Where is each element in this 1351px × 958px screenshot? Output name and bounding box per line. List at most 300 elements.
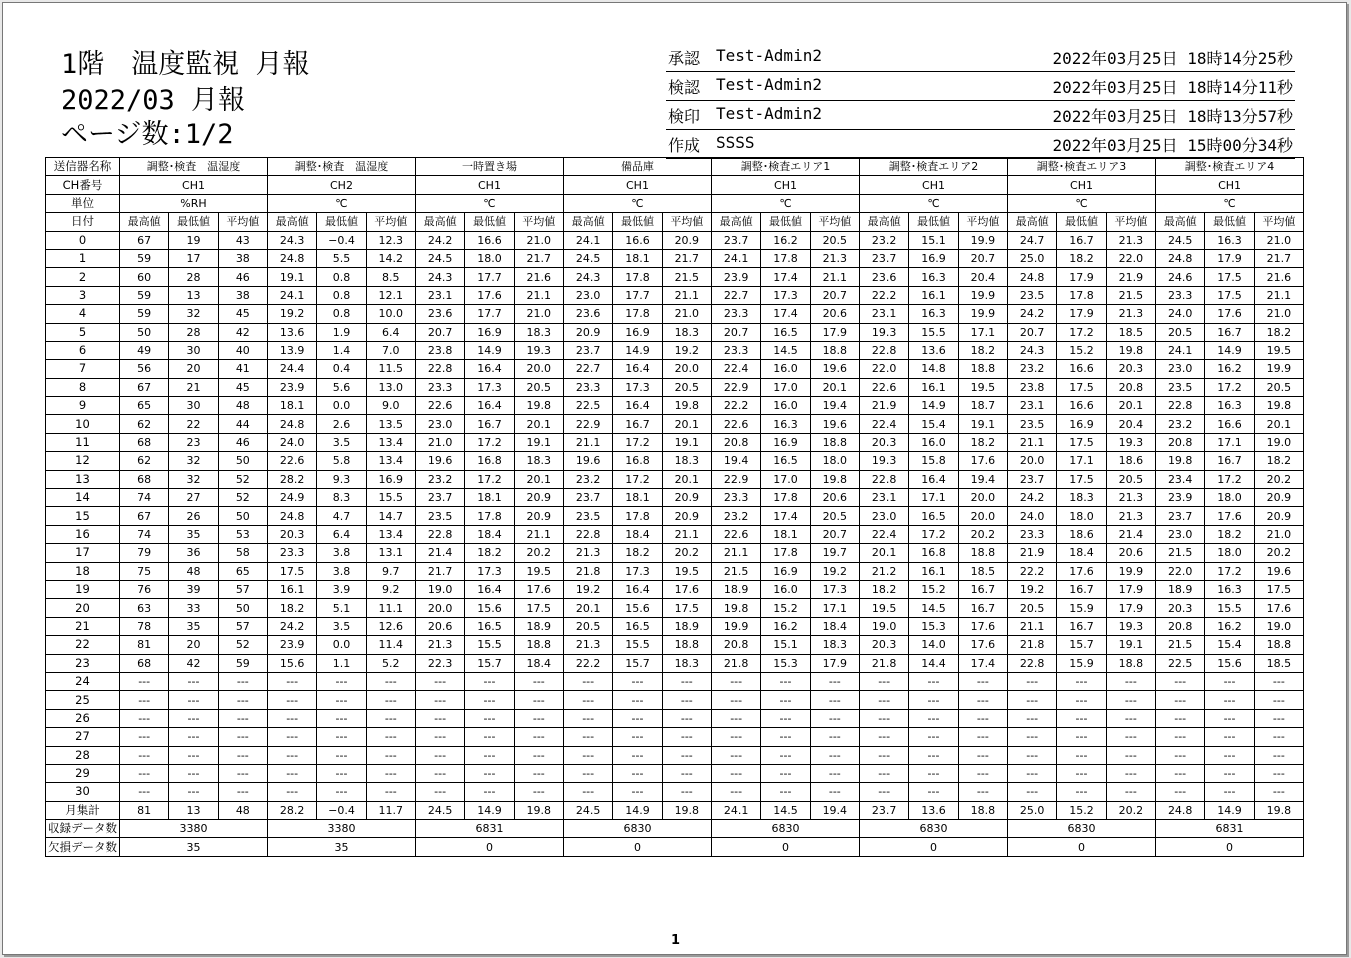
value-cell: 21.3: [1106, 489, 1155, 507]
ch-cell: CH1: [1008, 176, 1156, 194]
value-cell: 19.8: [1156, 452, 1205, 470]
value-cell: 32: [169, 452, 218, 470]
value-cell: 18.4: [1057, 544, 1106, 562]
value-cell: 20.9: [563, 323, 612, 341]
value-cell: 18.2: [267, 599, 316, 617]
value-cell: 19.5: [1254, 341, 1303, 359]
value-cell: 20.2: [514, 544, 563, 562]
value-cell: 20.3: [860, 636, 909, 654]
sender-name-cell: 調整･検査 温湿度: [267, 158, 415, 176]
stat-header-cell: 最高値: [1008, 213, 1057, 231]
value-cell: 23.7: [563, 489, 612, 507]
value-cell: 30: [169, 397, 218, 415]
value-cell: ---: [267, 764, 316, 782]
value-cell: 24.8: [267, 507, 316, 525]
missing-cell: 0: [1008, 838, 1156, 856]
value-cell: ---: [1205, 728, 1254, 746]
value-cell: ---: [613, 728, 662, 746]
approval-role: 検認: [668, 78, 701, 97]
value-cell: 18.0: [465, 249, 514, 267]
row-label: 30: [46, 783, 120, 801]
stat-header-cell: 平均値: [366, 213, 415, 231]
value-cell: 19.3: [860, 323, 909, 341]
value-cell: 14.0: [909, 636, 958, 654]
value-cell: 23.1: [1008, 397, 1057, 415]
value-cell: 28: [169, 323, 218, 341]
value-cell: 13.9: [267, 341, 316, 359]
value-cell: ---: [958, 746, 1007, 764]
value-cell: 17.1: [810, 599, 859, 617]
value-cell: 42: [218, 323, 267, 341]
value-cell: 21.3: [1106, 305, 1155, 323]
value-cell: 14.5: [909, 599, 958, 617]
value-cell: 20.1: [860, 544, 909, 562]
value-cell: 21: [169, 378, 218, 396]
value-cell: 21.9: [860, 397, 909, 415]
stat-header-cell: 最高値: [1156, 213, 1205, 231]
value-cell: ---: [761, 746, 810, 764]
value-cell: 7.0: [366, 341, 415, 359]
value-cell: 19.1: [514, 433, 563, 451]
value-cell: 1.9: [317, 323, 366, 341]
value-cell: 1.4: [317, 341, 366, 359]
value-cell: 14.5: [761, 341, 810, 359]
value-cell: 5.5: [317, 249, 366, 267]
value-cell: ---: [218, 672, 267, 690]
value-cell: ---: [1205, 764, 1254, 782]
value-cell: 19.9: [958, 231, 1007, 249]
value-cell: ---: [1156, 709, 1205, 727]
value-cell: 18.8: [1254, 636, 1303, 654]
value-cell: 21.7: [1254, 249, 1303, 267]
value-cell: 22.6: [860, 378, 909, 396]
value-cell: 16.4: [613, 360, 662, 378]
value-cell: 27: [169, 489, 218, 507]
value-cell: 23.5: [1008, 286, 1057, 304]
value-cell: 16.3: [1205, 397, 1254, 415]
value-cell: 20.3: [267, 525, 316, 543]
value-cell: 1.1: [317, 654, 366, 672]
value-cell: 17.4: [761, 305, 810, 323]
value-cell: ---: [1205, 709, 1254, 727]
value-cell: 22.2: [1008, 562, 1057, 580]
value-cell: 24.4: [267, 360, 316, 378]
value-cell: 24.5: [563, 801, 612, 819]
value-cell: 17.2: [1057, 323, 1106, 341]
value-cell: 20.7: [711, 323, 760, 341]
value-cell: 18.3: [514, 452, 563, 470]
row-label: 19: [46, 580, 120, 598]
value-cell: 16.7: [1057, 580, 1106, 598]
value-cell: ---: [514, 691, 563, 709]
value-cell: 24.1: [711, 249, 760, 267]
value-cell: ---: [1106, 728, 1155, 746]
table-row: [46, 452, 1304, 470]
value-cell: 23.3: [711, 489, 760, 507]
value-cell: 19.2: [662, 341, 711, 359]
value-cell: ---: [860, 691, 909, 709]
value-cell: 16.0: [909, 433, 958, 451]
value-cell: ---: [366, 709, 415, 727]
value-cell: 8.5: [366, 268, 415, 286]
row-label: 27: [46, 728, 120, 746]
value-cell: 23.1: [860, 489, 909, 507]
value-cell: 18.3: [810, 636, 859, 654]
value-cell: 17.3: [810, 580, 859, 598]
value-cell: ---: [1254, 709, 1303, 727]
value-cell: 21.3: [810, 249, 859, 267]
value-cell: 21.5: [1156, 636, 1205, 654]
value-cell: 24.2: [1008, 489, 1057, 507]
approval-timestamp: 2022年03月25日 18時14分25秒: [1052, 49, 1293, 68]
value-cell: 18.5: [1106, 323, 1155, 341]
row-label: 2: [46, 268, 120, 286]
value-cell: 16.6: [1205, 415, 1254, 433]
value-cell: 56: [120, 360, 169, 378]
value-cell: 15.7: [1057, 636, 1106, 654]
row-label: 8: [46, 378, 120, 396]
value-cell: ---: [1057, 783, 1106, 801]
unit-cell: ℃: [711, 194, 859, 212]
value-cell: 18.6: [1057, 525, 1106, 543]
value-cell: 16.7: [1057, 617, 1106, 635]
count-cell: 6830: [563, 820, 711, 838]
value-cell: 63: [120, 599, 169, 617]
value-cell: 18.2: [958, 433, 1007, 451]
value-cell: 59: [120, 305, 169, 323]
value-cell: 20.6: [810, 489, 859, 507]
value-cell: 44: [218, 415, 267, 433]
header-row-ch: [46, 176, 1304, 194]
value-cell: ---: [120, 672, 169, 690]
count-cell: 6830: [1008, 820, 1156, 838]
value-cell: 22.9: [711, 470, 760, 488]
value-cell: ---: [662, 783, 711, 801]
value-cell: 21.0: [514, 231, 563, 249]
value-cell: ---: [909, 672, 958, 690]
value-cell: 20.0: [662, 360, 711, 378]
value-cell: ---: [909, 746, 958, 764]
value-cell: ---: [120, 783, 169, 801]
value-cell: 78: [120, 617, 169, 635]
value-cell: 2.6: [317, 415, 366, 433]
value-cell: 23.7: [711, 231, 760, 249]
value-cell: ---: [218, 783, 267, 801]
value-cell: ---: [218, 746, 267, 764]
value-cell: 14.9: [1205, 801, 1254, 819]
value-cell: 22.0: [1106, 249, 1155, 267]
value-cell: 20.6: [415, 617, 464, 635]
value-cell: 20.2: [1106, 801, 1155, 819]
value-cell: 18.3: [662, 452, 711, 470]
value-cell: ---: [317, 709, 366, 727]
value-cell: ---: [169, 764, 218, 782]
value-cell: 21.8: [711, 654, 760, 672]
value-cell: 24.6: [1156, 268, 1205, 286]
value-cell: 23.9: [711, 268, 760, 286]
value-cell: 15.3: [909, 617, 958, 635]
value-cell: 75: [120, 562, 169, 580]
value-cell: 20.2: [1254, 470, 1303, 488]
value-cell: 5.2: [366, 654, 415, 672]
stat-header-cell: 最高値: [563, 213, 612, 231]
value-cell: 17.4: [761, 507, 810, 525]
stat-header-cell: 最高値: [120, 213, 169, 231]
count-row: [46, 820, 1304, 838]
value-cell: 17.2: [909, 525, 958, 543]
value-cell: 22.3: [415, 654, 464, 672]
value-cell: 21.0: [415, 433, 464, 451]
sender-name-cell: 調整･検査エリア3: [1008, 158, 1156, 176]
value-cell: 20.9: [1254, 507, 1303, 525]
row-label: 11: [46, 433, 120, 451]
value-cell: 23.0: [1156, 525, 1205, 543]
value-cell: 20.5: [1156, 323, 1205, 341]
value-cell: ---: [563, 709, 612, 727]
value-cell: 18.9: [662, 617, 711, 635]
value-cell: 16.7: [1205, 452, 1254, 470]
table-row: [46, 433, 1304, 451]
value-cell: ---: [613, 691, 662, 709]
table-row: [46, 709, 1304, 727]
row-label: 21: [46, 617, 120, 635]
value-cell: ---: [465, 783, 514, 801]
value-cell: ---: [120, 709, 169, 727]
value-cell: 48: [218, 397, 267, 415]
value-cell: 10.0: [366, 305, 415, 323]
value-cell: 17.6: [1254, 599, 1303, 617]
value-cell: 22.2: [563, 654, 612, 672]
value-cell: 14.5: [761, 801, 810, 819]
value-cell: ---: [465, 764, 514, 782]
value-cell: 21.1: [563, 433, 612, 451]
value-cell: 23: [169, 433, 218, 451]
value-cell: ---: [514, 746, 563, 764]
stat-header-cell: 平均値: [662, 213, 711, 231]
value-cell: 17.8: [761, 489, 810, 507]
row-label: 16: [46, 525, 120, 543]
value-cell: ---: [1057, 728, 1106, 746]
value-cell: 3.8: [317, 544, 366, 562]
value-cell: 59: [120, 286, 169, 304]
value-cell: ---: [514, 672, 563, 690]
value-cell: ---: [860, 709, 909, 727]
value-cell: 21.2: [860, 562, 909, 580]
table-row: [46, 691, 1304, 709]
value-cell: 23.3: [415, 378, 464, 396]
value-cell: 3.9: [317, 580, 366, 598]
table-row: [46, 360, 1304, 378]
value-cell: 23.3: [1008, 525, 1057, 543]
value-cell: 17.8: [613, 305, 662, 323]
value-cell: 62: [120, 415, 169, 433]
approval-timestamp: 2022年03月25日 18時14分11秒: [1052, 78, 1293, 97]
value-cell: ---: [810, 728, 859, 746]
value-cell: ---: [1008, 709, 1057, 727]
row-label: 28: [46, 746, 120, 764]
approval-role: 承認: [668, 49, 701, 68]
value-cell: 20.3: [1106, 360, 1155, 378]
value-cell: 18.0: [1205, 489, 1254, 507]
value-cell: 22.7: [711, 286, 760, 304]
value-cell: 19.5: [860, 599, 909, 617]
value-cell: 50: [120, 323, 169, 341]
value-cell: 46: [218, 268, 267, 286]
value-cell: 38: [218, 286, 267, 304]
value-cell: ---: [1156, 764, 1205, 782]
value-cell: ---: [1205, 783, 1254, 801]
value-cell: ---: [1156, 728, 1205, 746]
value-cell: ---: [514, 783, 563, 801]
value-cell: 16.3: [909, 305, 958, 323]
missing-cell: 0: [563, 838, 711, 856]
value-cell: 13.6: [909, 801, 958, 819]
stat-header-cell: 平均値: [1106, 213, 1155, 231]
value-cell: 22.4: [860, 525, 909, 543]
value-cell: ---: [563, 728, 612, 746]
value-cell: ---: [662, 691, 711, 709]
value-cell: 17.9: [1205, 249, 1254, 267]
approval-row: [666, 101, 1295, 130]
approval-block: [666, 43, 1295, 159]
value-cell: 20.1: [810, 378, 859, 396]
value-cell: 21.1: [1008, 617, 1057, 635]
stat-header-cell: 平均値: [218, 213, 267, 231]
value-cell: 25.0: [1008, 249, 1057, 267]
value-cell: 65: [120, 397, 169, 415]
sender-name-cell: 一時置き場: [415, 158, 563, 176]
stat-header-cell: 最低値: [761, 213, 810, 231]
value-cell: 17.8: [465, 507, 514, 525]
value-cell: 23.2: [1008, 360, 1057, 378]
value-cell: 16.6: [1057, 360, 1106, 378]
value-cell: ---: [1254, 764, 1303, 782]
value-cell: 30: [169, 341, 218, 359]
value-cell: 17.6: [958, 636, 1007, 654]
value-cell: 24.8: [1156, 801, 1205, 819]
value-cell: 16.3: [909, 268, 958, 286]
value-cell: 18.5: [958, 562, 1007, 580]
value-cell: 0.8: [317, 268, 366, 286]
value-cell: 17.9: [810, 654, 859, 672]
value-cell: 16.9: [613, 323, 662, 341]
value-cell: 23.4: [1156, 470, 1205, 488]
value-cell: 14.4: [909, 654, 958, 672]
unit-label: 単位: [46, 194, 120, 212]
table-row: [46, 764, 1304, 782]
table-row: [46, 672, 1304, 690]
value-cell: ---: [218, 728, 267, 746]
value-cell: 67: [120, 231, 169, 249]
value-cell: 13.4: [366, 525, 415, 543]
row-label: 13: [46, 470, 120, 488]
value-cell: 19.9: [958, 305, 1007, 323]
value-cell: −0.4: [317, 231, 366, 249]
table-row: [46, 746, 1304, 764]
value-cell: 3.5: [317, 617, 366, 635]
value-cell: 23.2: [1156, 415, 1205, 433]
value-cell: 68: [120, 433, 169, 451]
value-cell: 18.8: [958, 544, 1007, 562]
stat-header-cell: 最低値: [613, 213, 662, 231]
approval-timestamp: 2022年03月25日 18時13分57秒: [1052, 107, 1293, 126]
value-cell: 19.9: [1254, 360, 1303, 378]
value-cell: ---: [415, 746, 464, 764]
value-cell: 20.6: [1106, 544, 1155, 562]
count-cell: 6830: [860, 820, 1008, 838]
value-cell: ---: [761, 691, 810, 709]
value-cell: 18.0: [1057, 507, 1106, 525]
row-label: 26: [46, 709, 120, 727]
value-cell: 18.3: [662, 654, 711, 672]
value-cell: 12.1: [366, 286, 415, 304]
value-cell: 23.2: [563, 470, 612, 488]
value-cell: ---: [169, 672, 218, 690]
value-cell: 20.1: [1106, 397, 1155, 415]
value-cell: 6.4: [317, 525, 366, 543]
missing-cell: 35: [267, 838, 415, 856]
value-cell: ---: [860, 783, 909, 801]
value-cell: ---: [613, 783, 662, 801]
value-cell: 23.5: [563, 507, 612, 525]
value-cell: 20.4: [958, 268, 1007, 286]
value-cell: 21.9: [1106, 268, 1155, 286]
value-cell: 19.4: [810, 801, 859, 819]
value-cell: 5.6: [317, 378, 366, 396]
value-cell: ---: [169, 746, 218, 764]
value-cell: ---: [1106, 672, 1155, 690]
value-cell: 19.8: [1106, 341, 1155, 359]
value-cell: 3.5: [317, 433, 366, 451]
value-cell: 20.9: [662, 489, 711, 507]
table-row: [46, 580, 1304, 598]
value-cell: ---: [1008, 764, 1057, 782]
value-cell: 23.1: [860, 305, 909, 323]
table-row: [46, 489, 1304, 507]
value-cell: 18.0: [1205, 544, 1254, 562]
date-label: 日付: [46, 213, 120, 231]
value-cell: 26: [169, 507, 218, 525]
value-cell: 23.6: [415, 305, 464, 323]
value-cell: 18.0: [810, 452, 859, 470]
value-cell: 9.7: [366, 562, 415, 580]
value-cell: 18.3: [514, 323, 563, 341]
value-cell: 17.8: [613, 507, 662, 525]
value-cell: 20.0: [1008, 452, 1057, 470]
value-cell: 17.0: [761, 470, 810, 488]
value-cell: ---: [218, 691, 267, 709]
value-cell: 45: [218, 305, 267, 323]
row-label: 3: [46, 286, 120, 304]
value-cell: 24.8: [1008, 268, 1057, 286]
value-cell: ---: [860, 672, 909, 690]
value-cell: 14.9: [465, 801, 514, 819]
stat-header-cell: 平均値: [514, 213, 563, 231]
value-cell: 23.7: [860, 249, 909, 267]
value-cell: 15.1: [909, 231, 958, 249]
value-cell: ---: [366, 783, 415, 801]
value-cell: 16.5: [465, 617, 514, 635]
value-cell: 17.0: [761, 378, 810, 396]
ch-cell: CH2: [267, 176, 415, 194]
value-cell: 0.8: [317, 286, 366, 304]
value-cell: 23.9: [267, 378, 316, 396]
page-number: 1: [671, 933, 681, 948]
value-cell: 17.2: [465, 433, 514, 451]
value-cell: ---: [711, 709, 760, 727]
value-cell: 19.2: [1008, 580, 1057, 598]
value-cell: 18.1: [465, 489, 514, 507]
